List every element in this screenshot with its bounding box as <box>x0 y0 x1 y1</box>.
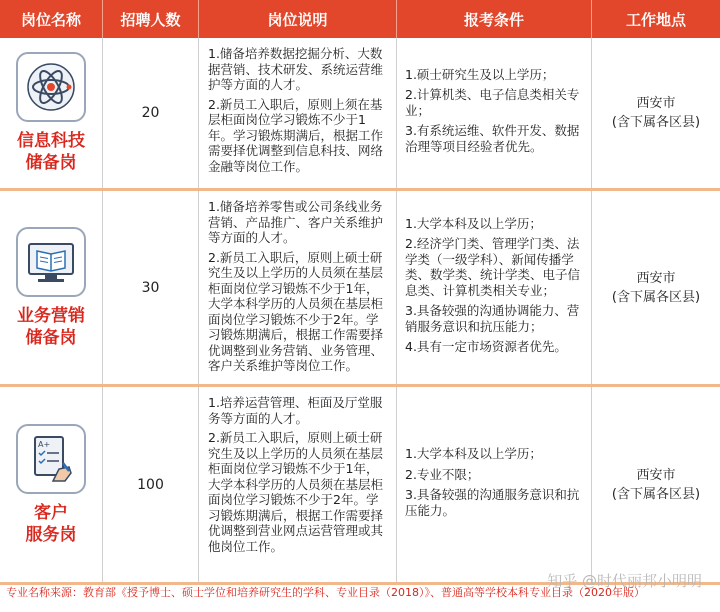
requirements-cell <box>397 191 592 384</box>
location-city: 西安市 <box>636 467 676 483</box>
atom-icon <box>16 52 86 122</box>
requirement-item: 3.具备较强的沟通协调能力、营销服务意识和抗压能力； <box>405 303 580 334</box>
post-title: 业务营销 储备岗 <box>17 305 85 348</box>
checklist-icon <box>16 424 86 494</box>
header-count: 招聘人数 <box>103 0 199 38</box>
header-requirements: 报考条件 <box>397 0 592 38</box>
table-header <box>0 0 720 38</box>
requirement-item: 1.硕士研究生及以上学历； <box>405 66 555 82</box>
description-cell <box>199 191 397 384</box>
description-cell <box>199 387 397 582</box>
description-item: 1.培养运营管理、柜面及厅堂服务等方面的人才。 <box>208 395 383 426</box>
count-cell: 20 <box>103 38 199 188</box>
post-name-cell <box>0 191 103 384</box>
table-row <box>0 191 720 387</box>
location-scope: (含下属各区县) <box>611 486 701 502</box>
description-item: 2.新员工入职后，原则上硕士研究生及以上学历的人员须在基层柜面岗位学习锻炼不少于1年，大学本科学历的人员须在基层柜面岗位学习锻炼不少于2年。学习锻炼期满后，根据工作需要择优调整到业务营销、业务管理、客户关系维护等岗位工作。 <box>208 249 384 373</box>
requirement-item: 3.有系统运维、软件开发、数据治理等项目经验者优先。 <box>405 123 580 154</box>
description-item: 1.储备培养零售或公司条线业务营销、产品推广、客户关系维护等方面的人才。 <box>208 199 384 245</box>
location-scope: (含下属各区县) <box>611 289 701 305</box>
header-description: 岗位说明 <box>199 0 397 38</box>
post-title: 信息科技 储备岗 <box>17 131 85 173</box>
source-footnote: 专业名称来源：教育部《授予博士、硕士学位和培养研究生的学科、专业目录（2018）》、普通高等学校本科专业目录（2020年版） <box>6 586 645 599</box>
description-item: 2.新员工入职后，原则上硕士研究生及以上学历的人员须在基层柜面岗位学习锻炼不少于1年，大学本科学历的人员须在基层柜面岗位学习锻炼不少于2年。学习锻炼期满后，根据工作需要择优调整到营业网点运营管理或其他岗位工作。 <box>208 430 384 554</box>
requirement-item: 1.大学本科及以上学历； <box>405 215 542 231</box>
post-name-cell <box>0 38 103 188</box>
post-name-cell <box>0 387 103 582</box>
post-title: 客户 服务岗 <box>25 502 77 545</box>
description-item: 2.新员工入职后，原则上须在基层柜面岗位学习锻炼不少于1年。学习锻炼期满后，根据工作需要择优调整到信息科技、网络金融等岗位工作。 <box>208 96 384 174</box>
location-cell <box>592 387 720 582</box>
location-city: 西安市 <box>636 270 676 286</box>
location-city: 西安市 <box>636 96 676 111</box>
svg-text:A+: A+ <box>38 439 51 449</box>
header-post-name: 岗位名称 <box>0 0 103 38</box>
description-cell <box>199 38 397 188</box>
requirement-item: 2.计算机类、电子信息类相关专业； <box>405 87 580 118</box>
count-cell: 30 <box>103 191 199 384</box>
watermark: 知乎 @时代丽邦小明明 <box>547 572 702 590</box>
table-row <box>0 387 720 585</box>
table-row <box>0 38 720 191</box>
requirement-item: 2.经济学门类、管理学门类、法学类（一级学科）、新闻传播学类、数学类、统计学类、电子信息类、计算机类相关专业； <box>405 236 581 298</box>
header-location: 工作地点 <box>625 10 686 29</box>
requirements-cell <box>397 387 592 582</box>
requirement-item: 4.具有一定市场资源者优先。 <box>405 339 567 354</box>
location-cell <box>592 191 720 384</box>
requirement-item: 2.专业不限； <box>405 466 480 482</box>
location-scope: (含下属各区县) <box>611 115 701 130</box>
requirement-item: 1.大学本科及以上学历； <box>405 446 542 461</box>
description-item: 1.储备培养数据挖掘分析、大数据营销、技术研发、系统运营维护等方面的人才。 <box>208 46 384 92</box>
location-cell <box>592 38 720 188</box>
monitor-book-icon <box>16 227 86 297</box>
requirements-cell <box>397 38 592 188</box>
requirement-item: 3.具备较强的沟通服务意识和抗压能力。 <box>405 487 580 518</box>
count-cell: 100 <box>103 387 199 582</box>
